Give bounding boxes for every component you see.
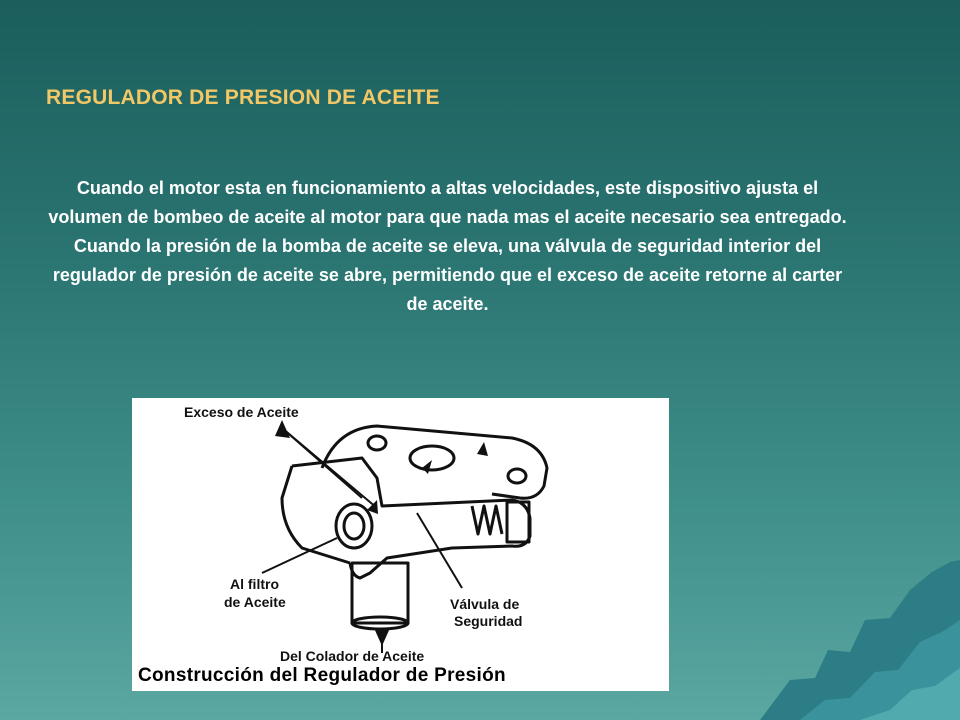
figure-caption: Construcción del Regulador de Presión bbox=[138, 665, 506, 686]
slide-body-text: Cuando el motor esta en funcionamiento a altas velocidades, este dispositivo ajusta el volumen de bombeo de aceite al motor para que nada mas el aceite necesario sea entregado. Cuando la presión de la bomba de aceite se eleva, una válvula de seguridad interior del regulador de presión de aceite se abre, permitiendo que el exceso de aceite retorne al carter de aceite. bbox=[48, 178, 847, 314]
regulator-diagram bbox=[132, 398, 669, 691]
label-safety-valve-line1: Válvula de bbox=[450, 596, 520, 612]
label-excess-oil: Exceso de Aceite bbox=[184, 404, 299, 420]
decorative-landscape-shapes bbox=[650, 560, 960, 720]
label-to-filter-line1: Al filtro bbox=[230, 576, 279, 592]
label-from-strainer: Del Colador de Aceite bbox=[280, 648, 425, 664]
slide-title: REGULADOR DE PRESION DE ACEITE bbox=[46, 86, 440, 109]
label-to-filter-line2: de Aceite bbox=[224, 594, 286, 610]
label-safety-valve-line2: Seguridad bbox=[454, 613, 523, 629]
